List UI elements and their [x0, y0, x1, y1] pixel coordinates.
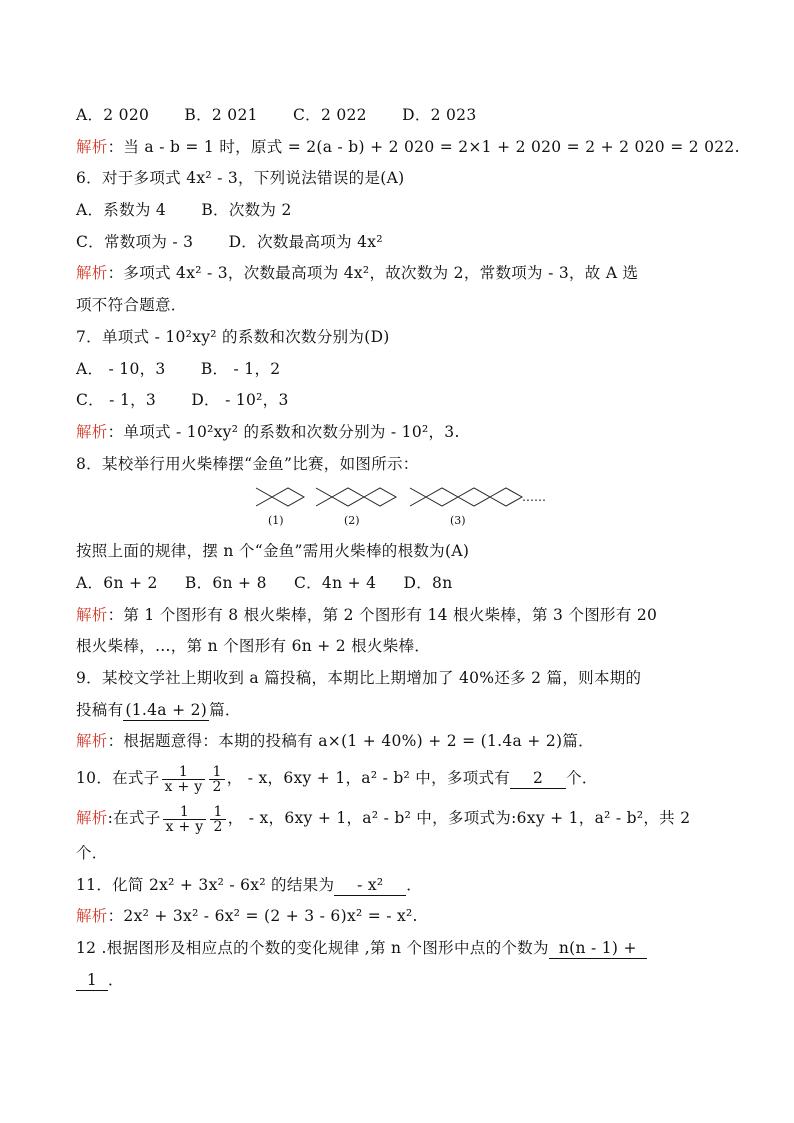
- q11-stem: [76, 870, 726, 902]
- q7-options-row2: [76, 385, 726, 417]
- q12-stem-post: ．: [108, 970, 124, 989]
- q6-analysis-line2: 项不符合题意．: [76, 296, 187, 315]
- q7-stem: 7．单项式 - 10²xy² 的系数和次数分别为(D): [76, 327, 390, 346]
- figure-label-1: (1): [268, 514, 284, 528]
- q7-option-b: B． - 1，2: [200, 359, 281, 378]
- q6-option-a: A．系数为 4: [76, 201, 167, 220]
- analysis-label: 解析: [76, 732, 108, 751]
- q5-option-b: B．2 021: [184, 106, 258, 124]
- q10-stem-post: 个．: [566, 769, 598, 788]
- q6-analysis-text-1: ：多项式 4x² - 3，次数最高项为 4x²，故次数为 2，常数项为 - 3，故 A 选: [107, 264, 639, 283]
- q9-answer-blank: (1.4a + 2): [125, 700, 208, 719]
- q9-stem-line2: [76, 695, 726, 727]
- q5-options: [76, 100, 726, 132]
- q8-question: 按照上面的规律，摆 n 个“金鱼”需用火柴棒的根数为(A): [76, 542, 470, 561]
- analysis-label: 解析: [76, 605, 108, 624]
- q7-option-d: D． - 10²，3: [191, 391, 289, 410]
- q8-option-c: C．4n + 4: [293, 573, 377, 592]
- figure-ellipsis: ……: [522, 490, 546, 505]
- fraction-1-over-2: $\frac{1}{2}$: [210, 805, 225, 834]
- q5-analysis: [76, 132, 740, 164]
- q10-answer-blank: 2: [510, 768, 566, 789]
- q5-option-a: A．2 020: [76, 106, 150, 124]
- figure-label-2: (2): [344, 514, 360, 528]
- q6-option-d: D．次数最高项为 4x²: [228, 232, 383, 251]
- q6-options-row1: [76, 195, 726, 227]
- q10-stem: [76, 758, 726, 798]
- q6-analysis-line1: [76, 258, 726, 290]
- q12-stem-line2: [76, 965, 726, 997]
- q7-options-row1: [76, 354, 726, 386]
- q11-analysis-text: ：2x² + 3x² - 6x² = (2 + 3 - 6)x² = - x².: [107, 907, 418, 926]
- q6-option-b: B．次数为 2: [201, 201, 292, 220]
- worksheet-page: [76, 100, 740, 997]
- q5-analysis-text: ：当 a - b = 1 时，原式 = 2(a - b) + 2 020 = 2×1 + 2 020 = 2 + 2 020 = 2 022.: [107, 137, 740, 156]
- q8-option-b: B．6n + 8: [184, 573, 267, 592]
- q8-analysis-line2: 根火柴棒，…，第 n 个图形有 6n + 2 根火柴棒．: [76, 637, 431, 656]
- q8-analysis-text-1: ：第 1 个图形有 8 根火柴棒，第 2 个图形有 14 根火柴棒，第 3 个图形有 20: [107, 605, 658, 624]
- analysis-label: 解析: [76, 137, 108, 156]
- q9-stem-post: 篇．: [209, 700, 241, 719]
- q10-stem-mid: ， - x，6xy + 1，a² - b² 中，多项式有: [226, 769, 511, 788]
- analysis-label: 解析: [76, 907, 108, 926]
- q7-option-a: A． - 10，3: [76, 359, 166, 378]
- fraction-1-over-2: $\frac{1}{2}$: [209, 765, 224, 794]
- fish3-body-1: [426, 488, 458, 506]
- fish1-tail: [256, 488, 272, 506]
- q10-analysis-pre: :在式子: [107, 809, 161, 828]
- analysis-label: 解析: [76, 264, 108, 283]
- q7-analysis: [76, 417, 726, 449]
- q10-analysis-line1: [76, 798, 726, 838]
- q11-analysis: [76, 901, 726, 933]
- q8-option-d: D．8n: [403, 573, 453, 592]
- fraction-1-over-x-plus-y: $\frac{1}{x + y}$: [162, 765, 206, 794]
- figure-label-3: (3): [450, 514, 466, 528]
- q7-option-c: C． - 1，3: [76, 391, 157, 410]
- q10-analysis-mid: ， - x，6xy + 1，a² - b² 中，多项式为:6xy + 1，a² - b²，共 2: [227, 809, 691, 828]
- goldfish-matchstick-figure: [76, 480, 726, 536]
- q5-option-d: D．2 023: [402, 106, 477, 124]
- q11-stem-pre: 11．化简 2x² + 3x² - 6x² 的结果为: [76, 875, 335, 894]
- q6-stem: 6．对于多项式 4x² - 3，下列说法错误的是(A): [76, 169, 405, 188]
- q8-options: [76, 568, 726, 600]
- q10-analysis-line2: 个．: [76, 844, 108, 863]
- goldfish-figure-svg: [76, 480, 726, 536]
- analysis-label: 解析: [76, 422, 108, 441]
- q8-option-a: A．6n + 2: [76, 573, 158, 592]
- fish2-body-2: [364, 488, 396, 506]
- fish2-tail: [316, 488, 332, 506]
- q12-answer-blank-2: 1: [76, 970, 108, 991]
- q5-option-c: C．2 022: [293, 106, 367, 124]
- q12-stem-pre: 12 .根据图形及相应点的个数的变化规律 ,第 n 个图形中点的个数为: [76, 939, 549, 958]
- q8-stem: 8．某校举行用火柴棒摆“金鱼”比赛，如图所示：: [76, 454, 419, 473]
- q9-stem-pre: 投稿有: [76, 700, 124, 719]
- q11-answer-blank: - x²: [334, 875, 406, 896]
- q7-analysis-text: ：单项式 - 10²xy² 的系数和次数分别为 - 10²，3.: [107, 422, 460, 441]
- fish2-body-1: [332, 488, 364, 506]
- fish3-tail: [410, 488, 426, 506]
- q6-options-row2: [76, 227, 726, 259]
- fraction-1-over-x-plus-y: $\frac{1}{x + y}$: [163, 805, 207, 834]
- q9-analysis-text: ：根据题意得：本期的投稿有 a×(1 + 40%) + 2 = (1.4a + 2)篇．: [107, 732, 594, 751]
- q6-option-c: C．常数项为 - 3: [76, 232, 194, 251]
- q9-stem-line1: 9．某校文学社上期收到 a 篇投稿，本期比上期增加了 40%还多 2 篇，则本期的: [76, 669, 642, 687]
- analysis-label: 解析: [76, 809, 108, 828]
- q12-answer-blank-1: n(n - 1) +: [549, 938, 647, 959]
- q12-stem-line1: [76, 933, 726, 965]
- fish3-body-2: [458, 488, 490, 506]
- fish3-body-3: [490, 488, 522, 506]
- fish1-body: [272, 488, 304, 506]
- q10-stem-pre: 10．在式子: [76, 769, 160, 788]
- q8-analysis-line1: [76, 600, 726, 632]
- q11-stem-post: ．: [406, 875, 423, 894]
- q9-analysis: [76, 726, 726, 758]
